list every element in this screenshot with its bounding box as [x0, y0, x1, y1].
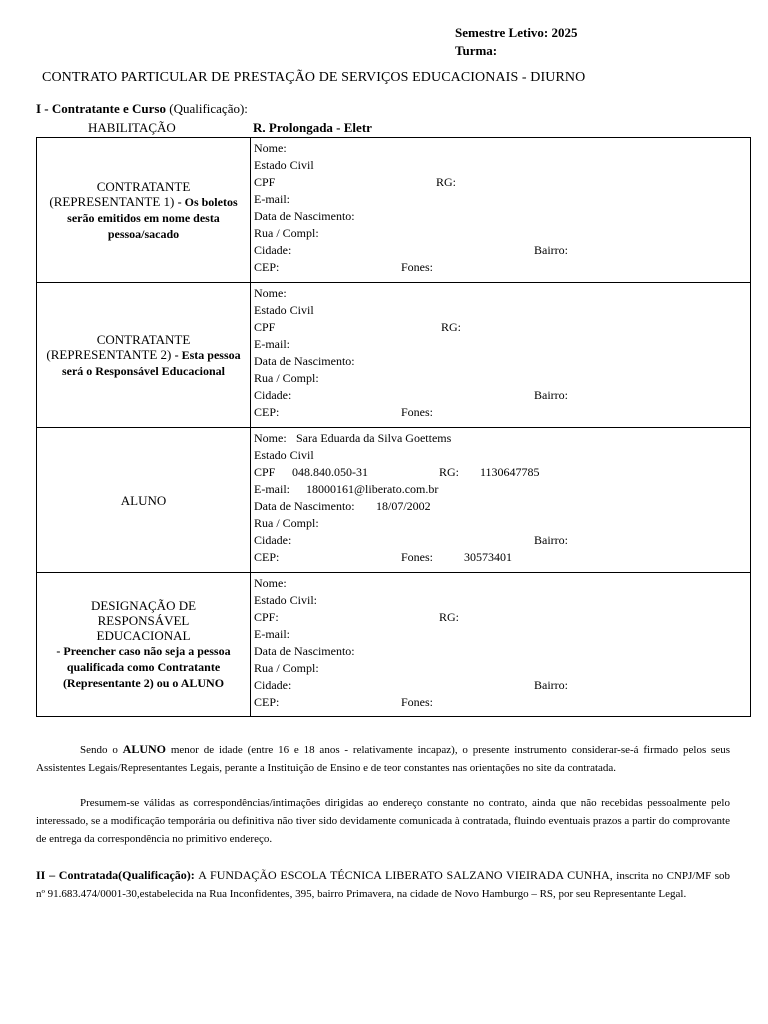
nascimento-value[interactable]: 18/07/2002 [376, 499, 431, 513]
cidade-label: Cidade: [254, 388, 292, 402]
bairro-label: Bairro: [534, 533, 568, 547]
document-title: CONTRATO PARTICULAR DE PRESTAÇÃO DE SERVIÇOS EDUCACIONAIS - DIURNO [42, 70, 586, 85]
email-label: E-mail: [254, 627, 290, 641]
nome-value[interactable]: Sara Eduarda da Silva Goettems [296, 431, 452, 445]
table-row [37, 138, 751, 283]
row-label [37, 428, 251, 573]
table-row [37, 428, 751, 573]
row-label [37, 138, 251, 283]
rg-label: RG: [436, 175, 457, 189]
row-label-note: - Preencher caso não seja a pessoa qualificada como Contratante (Representante 2) ou o ALUNO [56, 644, 231, 690]
cidade-label: Cidade: [254, 243, 292, 257]
row-label-main: ALUNO [120, 492, 167, 508]
row-label-main: DESIGNAÇÃO DE RESPONSÁVEL EDUCACIONAL [90, 598, 197, 643]
paragraph-correspondence: Presumem-se válidas as correspondências/intimações dirigidas ao endereço constante no contrato, ainda que não recebidas pessoalmente pelo interessado, se a modificação temporária ou definitiva não tiver sido devidamente comunicada à contratada, fluindo eventuais prazos a partir do comprovante de entrega da correspondência no primitivo endereço. [36, 797, 730, 845]
row-label-rep: (REPRESENTANTE 1) [49, 193, 175, 209]
cep-label: CEP: [254, 695, 280, 709]
email-label: E-mail: [254, 192, 290, 206]
estado-civil-label: Estado Civil [254, 158, 314, 172]
p3-bold: II – Contratada(Qualificação): [36, 868, 195, 882]
fones-label: Fones: [401, 695, 434, 709]
rua-label: Rua / Compl: [254, 661, 319, 675]
habilitacao-value: R. Prolongada - Eletr [253, 120, 372, 135]
rua-label: Rua / Compl: [254, 226, 319, 240]
nome-label: Nome: [254, 431, 287, 445]
habilitacao-label: HABILITAÇÃO [88, 120, 176, 135]
row-label-main: CONTRATANTE [96, 178, 191, 194]
row-label-note: - Os boletos serão emitidos em nome desta pessoa/sacado [67, 194, 238, 241]
section1-heading-suffix: (Qualificação): [169, 101, 248, 116]
qualification-table [36, 137, 751, 717]
nome-label: Nome: [254, 141, 287, 155]
fones-label: Fones: [401, 260, 434, 274]
p1-bold: ALUNO [122, 742, 166, 756]
row-fields [251, 138, 751, 283]
semester-label: Semestre Letivo: 2025 [455, 25, 578, 40]
p1-prefix: Sendo o [80, 744, 118, 756]
rg-label: RG: [439, 610, 460, 624]
row-label-rep: (REPRESENTANTE 2) [46, 346, 172, 362]
nascimento-label: Data de Nascimento: [254, 499, 355, 513]
row-fields [251, 428, 751, 573]
fones-value[interactable]: 30573401 [464, 550, 512, 564]
cpf-label: CPF [254, 465, 276, 479]
turma-label: Turma: [455, 43, 498, 58]
nascimento-label: Data de Nascimento: [254, 209, 355, 223]
row-label [37, 573, 251, 717]
cidade-label: Cidade: [254, 533, 292, 547]
cep-label: CEP: [254, 260, 280, 274]
rg-label: RG: [439, 465, 460, 479]
paragraph-contratada [36, 866, 730, 903]
nome-label: Nome: [254, 286, 287, 300]
row-label-note: - Esta pessoa será o Responsável Educacional [61, 347, 241, 378]
table-row [37, 283, 751, 428]
p3-rest: inscrita no CNPJ/MF sob nº 91.683.474/0001-30,estabelecida na Rua Inconfidentes, 395, bairro Primavera, na cidade de Novo Hamburgo – RS, por seu Representante Legal. [36, 870, 731, 900]
bairro-label: Bairro: [534, 678, 568, 692]
p1-rest: menor de idade (entre 16 e 18 anos - relativamente incapaz), o presente instrumento considerar-se-á firmado pelos seus Assistentes Legais/Representantes Legais, perante a Instituição de Ensino e de teor constantes nas orientações no site da contratada. [36, 744, 730, 774]
bairro-label: Bairro: [534, 243, 568, 257]
nascimento-label: Data de Nascimento: [254, 354, 355, 368]
nome-label: Nome: [254, 576, 287, 590]
nascimento-label: Data de Nascimento: [254, 644, 355, 658]
cidade-label: Cidade: [254, 678, 292, 692]
bairro-label: Bairro: [534, 388, 568, 402]
cep-label: CEP: [254, 550, 280, 564]
cpf-label: CPF [254, 320, 276, 334]
row-label-main: CONTRATANTE [96, 331, 191, 347]
row-fields [251, 573, 751, 717]
rg-value[interactable]: 1130647785 [480, 465, 540, 479]
estado-civil-label: Estado Civil [254, 303, 314, 317]
rua-label: Rua / Compl: [254, 371, 319, 385]
email-label: E-mail: [254, 337, 290, 351]
cpf-label: CPF: [254, 610, 279, 624]
row-fields [251, 283, 751, 428]
section1-heading-text: I - Contratante e Curso [36, 101, 166, 116]
estado-civil-label: Estado Civil [254, 448, 314, 462]
fones-label: Fones: [401, 550, 434, 564]
p3-bold2: A FUNDAÇÃO ESCOLA TÉCNICA LIBERATO SALZANO VIEIRADA CUNHA, [198, 868, 613, 882]
section1-heading [36, 101, 248, 117]
rg-label: RG: [441, 320, 462, 334]
cep-label: CEP: [254, 405, 280, 419]
cpf-label: CPF [254, 175, 276, 189]
estado-civil-label: Estado Civil: [254, 593, 317, 607]
fones-label: Fones: [401, 405, 434, 419]
table-row [37, 573, 751, 717]
row-label [37, 283, 251, 428]
rua-label: Rua / Compl: [254, 516, 319, 530]
email-label: E-mail: [254, 482, 290, 496]
email-value[interactable]: 18000161@liberato.com.br [306, 482, 439, 496]
paragraph-minor [36, 740, 730, 777]
cpf-value[interactable]: 048.840.050-31 [292, 465, 368, 479]
